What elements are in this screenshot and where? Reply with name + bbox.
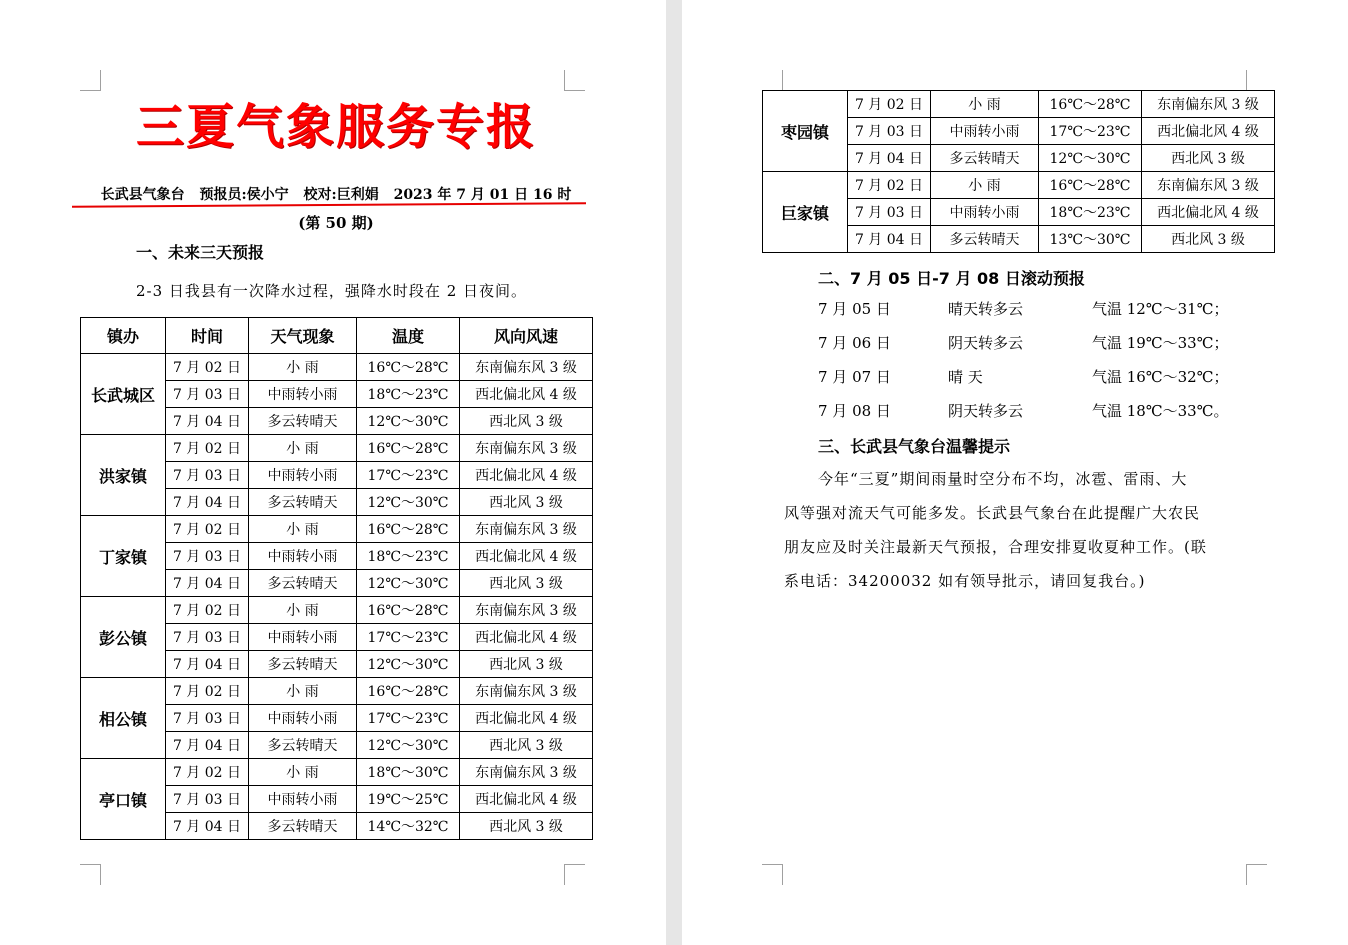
rolling-date: 7 月 07 日 [818, 368, 891, 386]
weather-cell: 多云转晴天 [931, 145, 1039, 172]
temperature-cell: 17℃～23℃ [357, 624, 460, 651]
temperature-cell: 17℃～23℃ [357, 462, 460, 489]
town-name: 相公镇 [81, 678, 166, 759]
weather-cell: 小 雨 [931, 91, 1039, 118]
date-cell: 7 月 04 日 [166, 489, 249, 516]
date-cell: 7 月 04 日 [848, 226, 931, 253]
wind-cell: 西北偏北风 4 级 [1142, 118, 1275, 145]
forecast-table-continued [762, 90, 1275, 253]
byline-station: 长武县气象台 [100, 187, 185, 203]
temperature-cell: 18℃～23℃ [1039, 199, 1142, 226]
town-name: 巨家镇 [763, 172, 848, 253]
weather-cell: 小 雨 [249, 678, 357, 705]
byline-forecaster: 预报员:侯小宁 [199, 187, 289, 203]
wind-cell: 东南偏东风 3 级 [460, 678, 593, 705]
weather-cell: 多云转晴天 [249, 651, 357, 678]
notice-line: 系电话：34200032 如有领导批示，请回复我台。) [784, 572, 1146, 590]
rolling-temperature: 气温 18℃～33℃。 [1092, 402, 1229, 420]
weather-cell: 多云转晴天 [249, 570, 357, 597]
wind-cell: 西北风 3 级 [460, 732, 593, 759]
rolling-date: 7 月 06 日 [818, 334, 891, 352]
town-name: 长武城区 [81, 354, 166, 435]
town-name: 亭口镇 [81, 759, 166, 840]
temperature-cell: 18℃～30℃ [357, 759, 460, 786]
temperature-cell: 18℃～23℃ [357, 543, 460, 570]
weather-cell: 中雨转小雨 [249, 624, 357, 651]
column-header: 镇办 [81, 318, 166, 354]
town-name: 枣园镇 [763, 91, 848, 172]
temperature-cell: 18℃～23℃ [357, 381, 460, 408]
date-cell: 7 月 03 日 [848, 199, 931, 226]
date-cell: 7 月 02 日 [166, 678, 249, 705]
byline-checker: 校对:巨利娟 [303, 187, 379, 203]
temperature-cell: 16℃～28℃ [357, 435, 460, 462]
date-cell: 7 月 04 日 [166, 813, 249, 840]
rolling-date: 7 月 08 日 [818, 402, 891, 420]
rolling-date: 7 月 05 日 [818, 300, 891, 318]
margin-mark [80, 864, 101, 885]
weather-cell: 小 雨 [249, 597, 357, 624]
temperature-cell: 19℃～25℃ [357, 786, 460, 813]
wind-cell: 西北风 3 级 [1142, 226, 1275, 253]
temperature-cell: 12℃～30℃ [357, 732, 460, 759]
temperature-cell: 14℃～32℃ [357, 813, 460, 840]
issue-number: (第 50 期) [298, 214, 374, 232]
notice-line: 今年“三夏”期间雨量时空分布不均，冰雹、雷雨、大 [818, 470, 1188, 488]
wind-cell: 西北偏北风 4 级 [460, 705, 593, 732]
date-cell: 7 月 04 日 [166, 570, 249, 597]
rolling-temperature: 气温 12℃～31℃； [1092, 300, 1229, 318]
date-cell: 7 月 02 日 [848, 91, 931, 118]
rolling-weather: 晴天转多云 [948, 300, 1024, 318]
wind-cell: 东南偏东风 3 级 [460, 759, 593, 786]
rolling-weather: 阴天转多云 [948, 402, 1024, 420]
date-cell: 7 月 02 日 [166, 759, 249, 786]
report-title: 三夏气象服务专报 [135, 99, 536, 155]
weather-cell: 中雨转小雨 [931, 199, 1039, 226]
notice-paragraph [784, 462, 1254, 598]
date-cell: 7 月 04 日 [166, 651, 249, 678]
date-cell: 7 月 02 日 [848, 172, 931, 199]
weather-cell: 中雨转小雨 [249, 786, 357, 813]
weather-cell: 小 雨 [249, 759, 357, 786]
date-cell: 7 月 03 日 [166, 381, 249, 408]
temperature-cell: 12℃～30℃ [357, 489, 460, 516]
wind-cell: 西北偏北风 4 级 [460, 462, 593, 489]
section-heading: 二、7 月 05 日-7 月 08 日滚动预报 [818, 269, 1085, 288]
temperature-cell: 13℃～30℃ [1039, 226, 1142, 253]
weather-cell: 多云转晴天 [249, 732, 357, 759]
temperature-cell: 16℃～28℃ [357, 678, 460, 705]
date-cell: 7 月 04 日 [848, 145, 931, 172]
temperature-cell: 16℃～28℃ [1039, 172, 1142, 199]
table-row [81, 597, 593, 624]
date-cell: 7 月 03 日 [848, 118, 931, 145]
table-row [81, 516, 593, 543]
weather-cell: 中雨转小雨 [931, 118, 1039, 145]
town-name: 丁家镇 [81, 516, 166, 597]
town-name: 彭公镇 [81, 597, 166, 678]
temperature-cell: 16℃～28℃ [357, 516, 460, 543]
weather-cell: 中雨转小雨 [249, 381, 357, 408]
date-cell: 7 月 03 日 [166, 543, 249, 570]
date-cell: 7 月 02 日 [166, 516, 249, 543]
temperature-cell: 12℃～30℃ [357, 570, 460, 597]
wind-cell: 西北风 3 级 [1142, 145, 1275, 172]
wind-cell: 东南偏东风 3 级 [460, 354, 593, 381]
date-cell: 7 月 02 日 [166, 354, 249, 381]
wind-cell: 东南偏东风 3 级 [1142, 91, 1275, 118]
margin-mark [762, 864, 783, 885]
weather-cell: 中雨转小雨 [249, 462, 357, 489]
table-row [81, 435, 593, 462]
section-heading: 一、未来三天预报 [136, 243, 265, 262]
forecast-summary: 2-3 日我县有一次降水过程，强降水时段在 2 日夜间。 [136, 282, 528, 300]
wind-cell: 西北风 3 级 [460, 651, 593, 678]
margin-mark [564, 864, 585, 885]
section-heading: 三、长武县气象台温馨提示 [818, 437, 1011, 456]
rolling-weather: 阴天转多云 [948, 334, 1024, 352]
table-row [81, 354, 593, 381]
rolling-temperature: 气温 19℃～33℃； [1092, 334, 1229, 352]
table-row [81, 759, 593, 786]
temperature-cell: 17℃～23℃ [1039, 118, 1142, 145]
wind-cell: 东南偏东风 3 级 [1142, 172, 1275, 199]
weather-cell: 小 雨 [249, 435, 357, 462]
wind-cell: 西北偏北风 4 级 [460, 786, 593, 813]
weather-cell: 多云转晴天 [249, 813, 357, 840]
date-cell: 7 月 04 日 [166, 732, 249, 759]
column-header: 时间 [166, 318, 249, 354]
column-header: 温度 [357, 318, 460, 354]
weather-cell: 中雨转小雨 [249, 705, 357, 732]
margin-mark [1246, 70, 1267, 91]
wind-cell: 西北偏北风 4 级 [460, 624, 593, 651]
wind-cell: 东南偏东风 3 级 [460, 597, 593, 624]
wind-cell: 西北偏北风 4 级 [1142, 199, 1275, 226]
column-header: 天气现象 [249, 318, 357, 354]
temperature-cell: 16℃～28℃ [357, 354, 460, 381]
temperature-cell: 12℃～30℃ [357, 651, 460, 678]
weather-cell: 中雨转小雨 [249, 543, 357, 570]
wind-cell: 西北风 3 级 [460, 813, 593, 840]
rolling-weather: 晴 天 [948, 368, 983, 386]
table-row [763, 172, 1275, 199]
date-cell: 7 月 02 日 [166, 597, 249, 624]
date-cell: 7 月 04 日 [166, 408, 249, 435]
temperature-cell: 16℃～28℃ [357, 597, 460, 624]
weather-cell: 小 雨 [931, 172, 1039, 199]
wind-cell: 西北偏北风 4 级 [460, 381, 593, 408]
wind-cell: 西北风 3 级 [460, 408, 593, 435]
date-cell: 7 月 03 日 [166, 462, 249, 489]
forecast-table [80, 317, 593, 840]
table-header-row [81, 318, 593, 354]
temperature-cell: 16℃～28℃ [1039, 91, 1142, 118]
town-name: 洪家镇 [81, 435, 166, 516]
date-cell: 7 月 03 日 [166, 624, 249, 651]
wind-cell: 西北风 3 级 [460, 489, 593, 516]
byline [80, 184, 592, 204]
weather-cell: 小 雨 [249, 516, 357, 543]
margin-mark [762, 70, 783, 91]
date-cell: 7 月 03 日 [166, 786, 249, 813]
weather-cell: 多云转晴天 [931, 226, 1039, 253]
rolling-temperature: 气温 16℃～32℃； [1092, 368, 1229, 386]
temperature-cell: 12℃～30℃ [357, 408, 460, 435]
weather-cell: 多云转晴天 [249, 489, 357, 516]
wind-cell: 西北风 3 级 [460, 570, 593, 597]
column-header: 风向风速 [460, 318, 593, 354]
temperature-cell: 12℃～30℃ [1039, 145, 1142, 172]
temperature-cell: 17℃～23℃ [357, 705, 460, 732]
margin-mark [1246, 864, 1267, 885]
wind-cell: 东南偏东风 3 级 [460, 435, 593, 462]
wind-cell: 西北偏北风 4 级 [460, 543, 593, 570]
wind-cell: 东南偏东风 3 级 [460, 516, 593, 543]
byline-datetime: 2023 年 7 月 01 日 16 时 [393, 187, 572, 203]
date-cell: 7 月 03 日 [166, 705, 249, 732]
date-cell: 7 月 02 日 [166, 435, 249, 462]
notice-line: 朋友应及时关注最新天气预报，合理安排夏收夏种工作。(联 [784, 538, 1207, 556]
page-left [0, 0, 666, 945]
notice-line: 风等强对流天气可能多发。长武县气象台在此提醒广大农民 [784, 504, 1201, 522]
weather-cell: 多云转晴天 [249, 408, 357, 435]
table-row [81, 678, 593, 705]
weather-cell: 小 雨 [249, 354, 357, 381]
table-row [763, 91, 1275, 118]
